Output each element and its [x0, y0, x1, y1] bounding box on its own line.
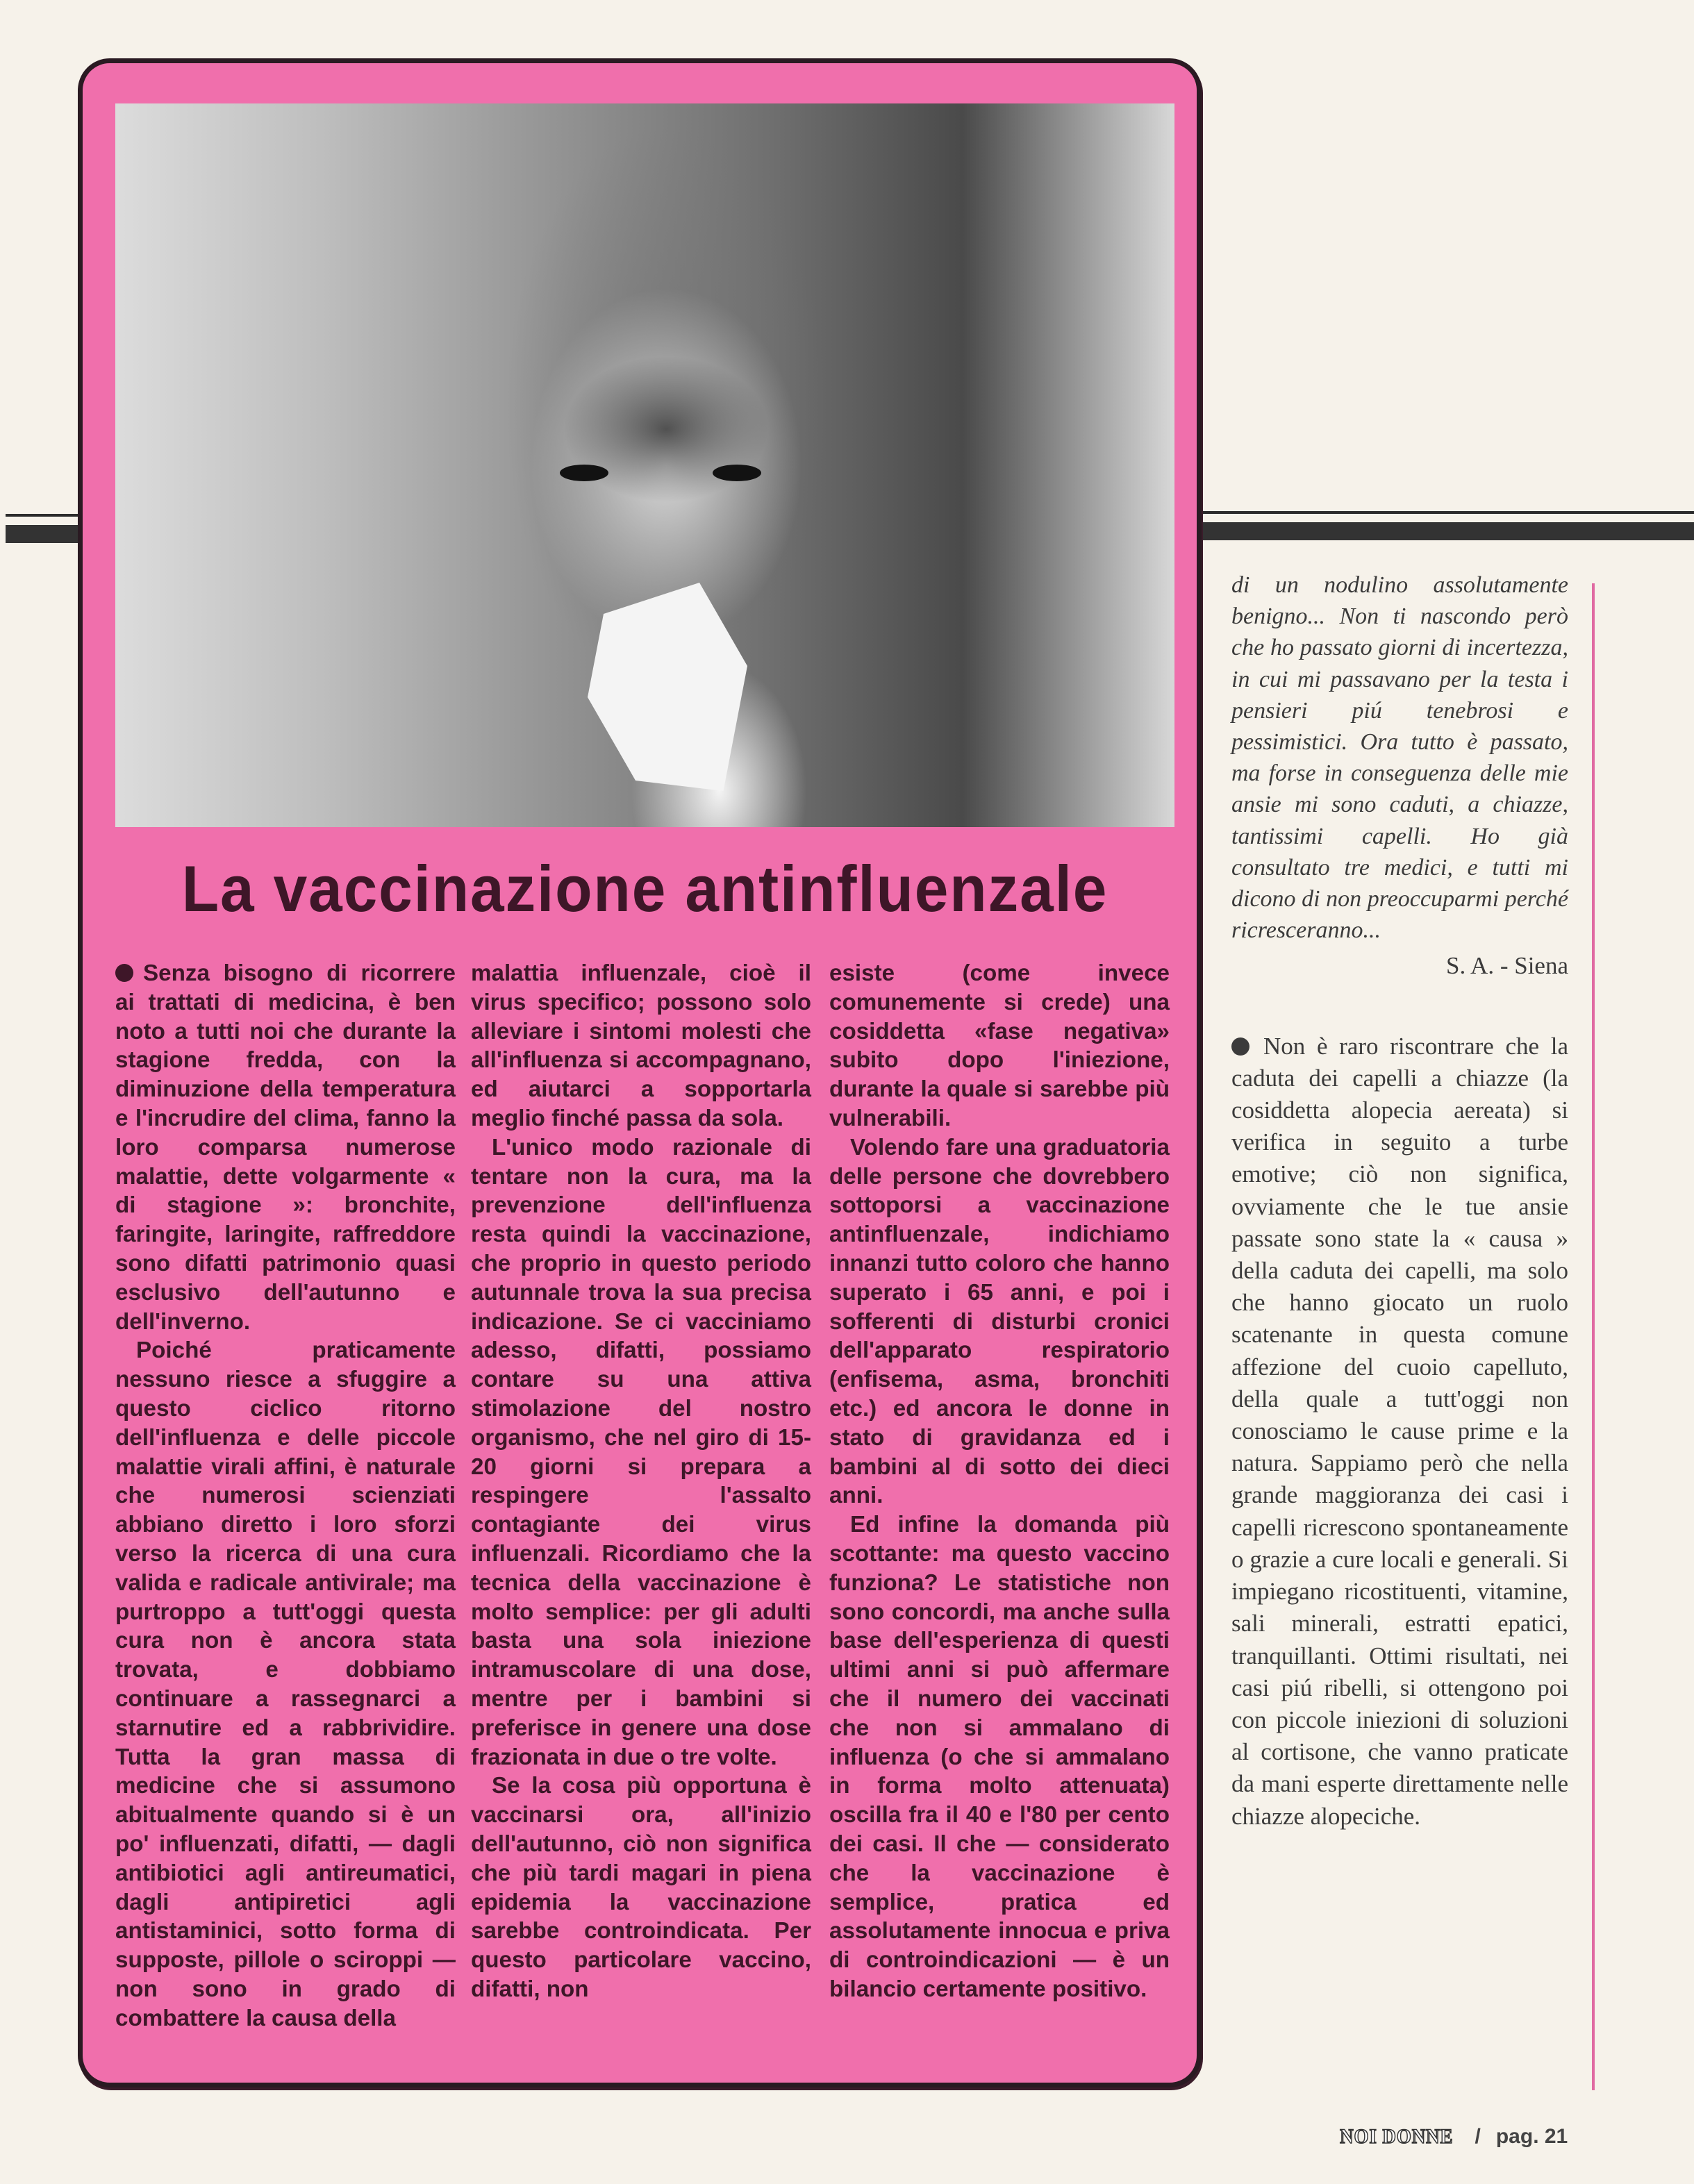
letter-signature: S. A. - Siena	[1446, 952, 1568, 980]
paragraph: Se la cosa più opportuna è vaccinarsi ora, all'inizio dell'autunno, ciò non significa che più tardi magari in piena epidemia la vaccinazione sarebbe controindicata. Per questo particolare vaccino, difatti, non	[471, 1773, 811, 2002]
footer-separator: /	[1475, 2125, 1481, 2148]
rule-thin-left	[6, 514, 82, 517]
article-column-3	[829, 959, 1170, 2004]
paragraph: esiste (come invece comunemente si crede) una cosiddetta «fase negativa» subito dopo l'iniezione, durante la quale si sarebbe più vulnerabili.	[829, 960, 1170, 1131]
sidebar-rule	[1592, 583, 1595, 2090]
bullet-icon	[115, 964, 133, 982]
article-photo	[115, 103, 1174, 827]
reader-letter: di un nodulino assolutamente benigno... Non ti nascondo però che ho passato giorni di incertezza, in cui mi passavano per la testa i pensieri piú tenebrosi e pessimistici. Ora tutto è passato, ma forse in conseguenza delle mie ansie mi sono caduti, a chiazze, tantissimi capelli. Ho già consultato tre medici, e tutti mi dicono di non preoccuparmi perché ricresceranno...	[1231, 572, 1568, 944]
paragraph	[115, 959, 456, 1336]
paragraph: Poiché praticamente nessuno riesce a sfuggire a questo ciclico ritorno dell'influenza e delle piccole malattie virali affini, è naturale che numerosi scienziati abbiano diretto i loro sforzi verso la ricerca di una cura valida e radicale antivirale; ma purtroppo a tutt'oggi questa cura non è ancora stata trovata, e dobbiamo continuare a rassegnarci a starnutire ed a rabbrividire. Tutta la gran massa di medicine che si assumono abitualmente quando si è un po' influenzati, difatti, — dagli antibiotici agli antireumatici, dagli antipiretici agli antistaminici, sotto forma di supposte, pillole o sciroppi — non sono in grado di combattere la causa della	[115, 1337, 456, 2031]
rule-thick-right	[1202, 522, 1694, 540]
reader-letter-column	[1231, 569, 1568, 1833]
rule-thin-right	[1202, 511, 1694, 514]
page-number: pag. 21	[1495, 2125, 1568, 2148]
magazine-logo: NOI DONNE	[1340, 2125, 1454, 2148]
paragraph: malattia influenzale, cioè il virus specifico; possono solo alleviare i sintomi molesti che all'influenza si accompagnano, ed aiutarci a sopportarla meglio finché passa da sola.	[471, 960, 811, 1131]
paragraph: Ed infine la domanda più scottante: ma questo vaccino funziona? Le statistiche non sono concordi, ma anche sulla base dell'esperienza di questi ultimi anni si può affermare che il numero dei vaccinati che non si ammalano di influenza (o che si ammalano in forma molto attenuata) oscilla fra il 40 e l'80 per cento dei casi. Il che — considerato che la vaccinazione è semplice, pratica ed assolutamente innocua e priva di controindicazioni — è un bilancio certamente positivo.	[829, 1512, 1170, 2002]
photo-eye-left	[560, 465, 608, 481]
article-title: La vaccinazione antinfluenzale	[181, 852, 1108, 925]
page-footer	[1334, 2125, 1568, 2149]
article-column-1	[115, 959, 456, 2033]
doctor-reply	[1231, 1031, 1568, 1833]
paragraph: Volendo fare una graduatoria delle persone che dovrebbero sottoporsi a vaccinazione antinfluenzale, indichiamo innanzi tutto coloro che hanno superato i 65 anni, e poi i sofferenti di disturbi cronici dell'apparato respiratorio (enfisema, asma, bronchiti etc.) ed ancora le donne in stato di gravidanza ed i bambini al di sotto dei dieci anni.	[829, 1134, 1170, 1509]
photo-tissue	[588, 583, 747, 791]
rule-thick-left	[6, 525, 82, 543]
photo-eye-right	[713, 465, 761, 481]
article-column-2	[471, 959, 811, 2004]
bullet-icon	[1231, 1037, 1249, 1056]
article-panel	[78, 58, 1202, 2087]
reply-text: Non è raro riscontrare che la caduta dei capelli a chiazze (la cosiddetta alopecia aereata) si verifica in seguito a turbe emotive; ciò non significa, ovviamente che le tue ansie passate sono state la « causa » della caduta dei capelli, ma solo che hanno giocato un ruolo scatenante in questa comune affezione del cuoio capelluto, della quale a tutt'oggi non conosciamo le cause prime e la natura. Sappiamo però che nella grande maggioranza dei casi i capelli ricrescono spontaneamente o grazie a cure locali e generali. Si impiegano ricostituenti, vitamine, sali minerali, estratti epatici, tranquillanti. Ottimi risultati, nei casi piú ribelli, si ottengono poi con piccole iniezioni di soluzioni al cortisone, che vanno praticate da mani esperte direttamente nelle chiazze alopeciche.	[1231, 1032, 1568, 1830]
paragraph: L'unico modo razionale di tentare non la cura, ma la prevenzione dell'influenza resta quindi la vaccinazione, che proprio in questo periodo autunnale trova la sua precisa indicazione. Se ci vacciniamo adesso, difatti, possiamo contare su una attiva stimolazione del nostro organismo, che nel giro di 15-20 giorni si prepara a respingere l'assalto contagiante dei virus influenzali. Ricordiamo che la tecnica della vaccinazione è molto semplice: per gli adulti basta una sola iniezione intramuscolare di una dose, mentre per i bambini si preferisce in genere una dose frazionata in due o tre volte.	[471, 1134, 811, 1770]
paragraph-text: Senza bisogno di ricorrere ai trattati di medicina, è ben noto a tutti noi che durante la stagione fredda, con la diminuzione della temperatura e l'incrudire del clima, fanno la loro comparsa numerose malattie, dette volgarmente « di stagione »: bronchite, faringite, laringite, raffreddore sono difatti patrimonio quasi esclusivo dell'autunno e dell'inverno.	[115, 960, 456, 1335]
